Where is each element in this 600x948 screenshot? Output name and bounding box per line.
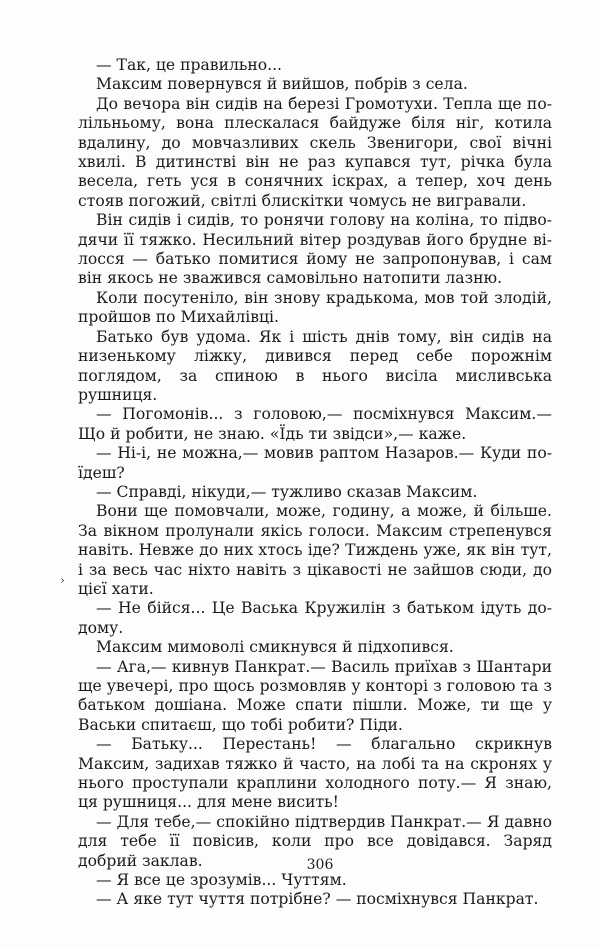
- paragraph: — Ні-і, не можна,— мовив раптом Назаров.— Куди поїдеш?: [78, 444, 552, 482]
- paragraph: Максим повернувся й вийшов, побрів з села.: [96, 75, 468, 94]
- paragraph: Максим мимоволі смикнувся й підхопився.: [96, 638, 454, 657]
- paragraph: — Погомонів... з головою,— посміхнувся Максим.— Що й робити, не знаю. «Їдь ти звідси»,— каже.: [78, 405, 552, 443]
- paragraph: — Ага,— кивнув Панкрат.— Василь приїхав з Шантари ще увечері, про щось розмовляв у конторі з головою та з батьком дошіана. Може спати пішли. Може, ти ще у Васьки спитаєш, що тобі робити? Піди.: [78, 657, 552, 734]
- paragraph: Він сидів і сидів, то ронячи голову на коліна, то підводячи її тяжко. Несильний вітер роздував його брудне вілосся — батько помитися йому не запропонував, і сам він якось не зважився самовільно натопити лазню.: [78, 211, 552, 288]
- paragraph: Батько був удома. Як і шість днів тому, він сидів на низенькому ліжку, дивився перед себе порожнім поглядом, за спиною в нього висіла мисливська рушниця.: [78, 327, 552, 404]
- text-block: [78, 56, 552, 910]
- margin-mark: ›: [60, 573, 65, 587]
- paragraph: — Справді, нікуди,— тужливо сказав Максим.: [96, 482, 478, 501]
- paragraph: Вони ще помовчали, може, годину, а може, й більше. За вікном пролунали якісь голоси. Максим стрепенувся навіть. Невже до них хтось іде? Тиждень уже, як він тут, і за весь час ніхто навіть з цікавості не зайшов сюди, до цієї хати.: [78, 502, 552, 598]
- paragraph: — Так, це правильно...: [96, 56, 283, 74]
- paragraph: — А яке тут чуття потрібне? — посміхнувся Панкрат.: [96, 890, 539, 909]
- paragraph: — Батьку... Перестань! — благально скрикнув Максим, задихав тяжко й часто, на лобі та на скронях у нього проступали краплини холодного поту.— Я знаю, ця рушниця... для мене висить!: [78, 735, 552, 812]
- paragraph: — Я все це зрозумів... Чуттям.: [96, 871, 347, 890]
- page-number: 306: [306, 857, 334, 873]
- paragraph: — Не бійся... Це Васька Кружилін з батьком ідуть додому.: [78, 599, 552, 637]
- paragraph: До вечора він сидів на березі Громотухи. Тепла ще полільньому, вона плескалася байдуже біля ніг, котила вдалину, до мовчазливих скель Звенигори, свої вічні хвилі. В дитинстві він не раз купався тут, річка була весела, геть уся в сонячних іскрах, а тепер, хоч день стояв погожий, світлі блискітки чомусь не вигравали.: [78, 94, 552, 210]
- paragraph: Коли посутеніло, він знову крадькома, мов той злодій, пройшов по Михайлівці.: [78, 288, 552, 327]
- paragraph: — Для тебе,— спокійно підтвердив Панкрат.— Я давно для тебе її повісив, коли про все довідався. Заряд добрий заклав.: [78, 812, 552, 870]
